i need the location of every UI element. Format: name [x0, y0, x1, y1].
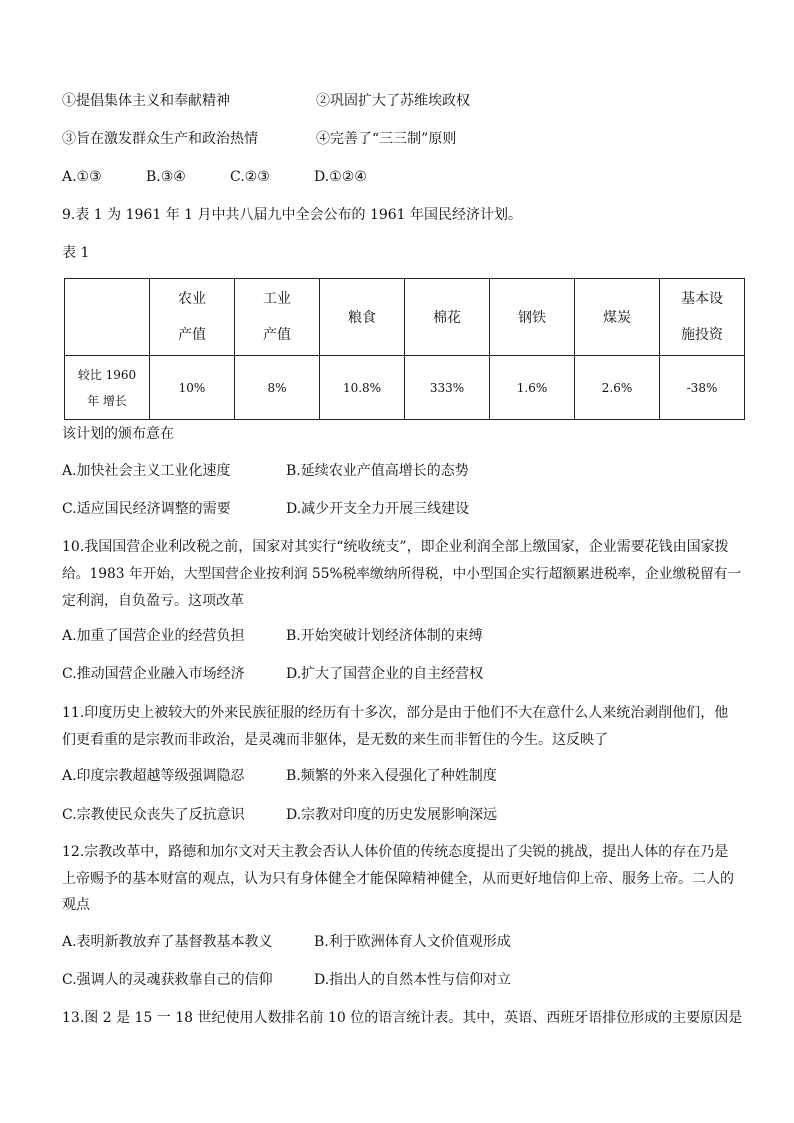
economic-plan-table	[64, 278, 745, 420]
q13-stem-line-1: 13.图 2 是 15 一 18 世纪使用人数排名前 10 位的语言统计表。其中，英语、西班牙语排位形成的主要原因是	[62, 1010, 743, 1026]
value-cell: 333%	[405, 356, 490, 420]
q12-stem-line-1: 12.宗教改革中，路德和加尔文对天主教会否认人体价值的传统态度提出了尖锐的挑战，提出人体的存在乃是	[62, 844, 729, 860]
q11-choice-c: C.宗教使民众丧失了反抗意识	[62, 807, 245, 823]
q12-stem-line-3: 观点	[62, 897, 90, 913]
q8-option-1: ①提倡集体主义和奉献精神	[62, 93, 230, 109]
header-grain: 粮食	[320, 279, 405, 356]
value-cell: 8%	[235, 356, 320, 420]
q12-choice-c: C.强调人的灵魂获救靠自己的信仰	[62, 972, 273, 988]
q9-choice-d: D.减少开支全力开展三线建设	[286, 501, 470, 517]
row-label-growth: 较比 1960 年 增长	[65, 356, 150, 420]
table-header-row	[65, 279, 745, 356]
q11-choice-a: A.印度宗教超越等级强调隐忍	[62, 768, 245, 784]
q9-stem: 9.表 1 为 1961 年 1 月中共八届九中全会公布的 1961 年国民经济计划。	[62, 207, 523, 223]
q8-option-2: ②巩固扩大了苏维埃政权	[316, 93, 470, 109]
q11-stem-line-2: 们更看重的是宗教而非政治，是灵魂而非躯体，是无数的来生而非暂住的今生。这反映了	[62, 732, 608, 748]
q10-choice-c: C.推动国营企业融入市场经济	[62, 666, 245, 682]
q8-choice-b: B.③④	[146, 169, 186, 185]
q10-stem-line-1: 10.我国国营企业利改税之前，国家对其实行“统收统支”，即企业利润全部上缴国家，企业需要花钱由国家拨	[62, 539, 729, 555]
table-corner-cell	[65, 279, 150, 356]
q12-choice-b: B.利于欧洲体育人文价值观形成	[314, 934, 511, 950]
value-cell: 10%	[150, 356, 235, 420]
q10-choice-d: D.扩大了国营企业的自主经营权	[286, 666, 484, 682]
q10-stem-line-2: 给。1983 年开始，大型国营企业按利润 55%税率缴纳所得税，中小型国企实行超额累进税率，企业缴税留有一	[62, 566, 742, 582]
q10-choice-a: A.加重了国营企业的经营负担	[62, 628, 245, 644]
q8-option-4: ④完善了“三三制”原则	[316, 131, 457, 147]
header-infrastructure-investment: 基本设 施投资	[660, 279, 745, 356]
q12-choice-d: D.指出人的自然本性与信仰对立	[314, 972, 512, 988]
header-agri-output: 农业 产值	[150, 279, 235, 356]
value-cell: 10.8%	[320, 356, 405, 420]
q11-stem-line-1: 11.印度历史上被较大的外来民族征服的经历有十多次，部分是由于他们不大在意什么人来统治剥削他们，他	[62, 705, 729, 721]
q12-stem-line-2: 上帝赐予的基本财富的观点，认为只有身体健全才能保障精神健全，从而更好地信仰上帝、服务上帝。二人的	[62, 871, 734, 887]
q10-stem-line-3: 定利润，自负盈亏。这项改革	[62, 593, 244, 609]
header-cotton: 棉花	[405, 279, 490, 356]
q11-choice-d: D.宗教对印度的历史发展影响深远	[286, 807, 498, 823]
table-caption: 表 1	[62, 245, 90, 261]
q9-choice-a: A.加快社会主义工业化速度	[62, 463, 231, 479]
q8-choice-d: D.①②④	[314, 169, 367, 185]
q9-choice-c: C.适应国民经济调整的需要	[62, 501, 231, 517]
q8-option-3: ③旨在激发群众生产和政治热情	[62, 131, 258, 147]
q9-question: 该计划的颁布意在	[62, 426, 174, 442]
value-cell: 1.6%	[490, 356, 575, 420]
header-industry-output: 工业 产值	[235, 279, 320, 356]
q11-choice-b: B.频繁的外来入侵强化了种姓制度	[286, 768, 497, 784]
value-cell: -38%	[660, 356, 745, 420]
table-row	[65, 356, 745, 420]
header-coal: 煤炭	[575, 279, 660, 356]
header-steel: 钢铁	[490, 279, 575, 356]
q12-choice-a: A.表明新教放弃了基督教基本教义	[62, 934, 273, 950]
q8-choice-a: A.①③	[62, 169, 102, 185]
value-cell: 2.6%	[575, 356, 660, 420]
q9-choice-b: B.延续农业产值高增长的态势	[286, 463, 469, 479]
q8-choice-c: C.②③	[230, 169, 270, 185]
q10-choice-b: B.开始突破计划经济体制的束缚	[286, 628, 483, 644]
